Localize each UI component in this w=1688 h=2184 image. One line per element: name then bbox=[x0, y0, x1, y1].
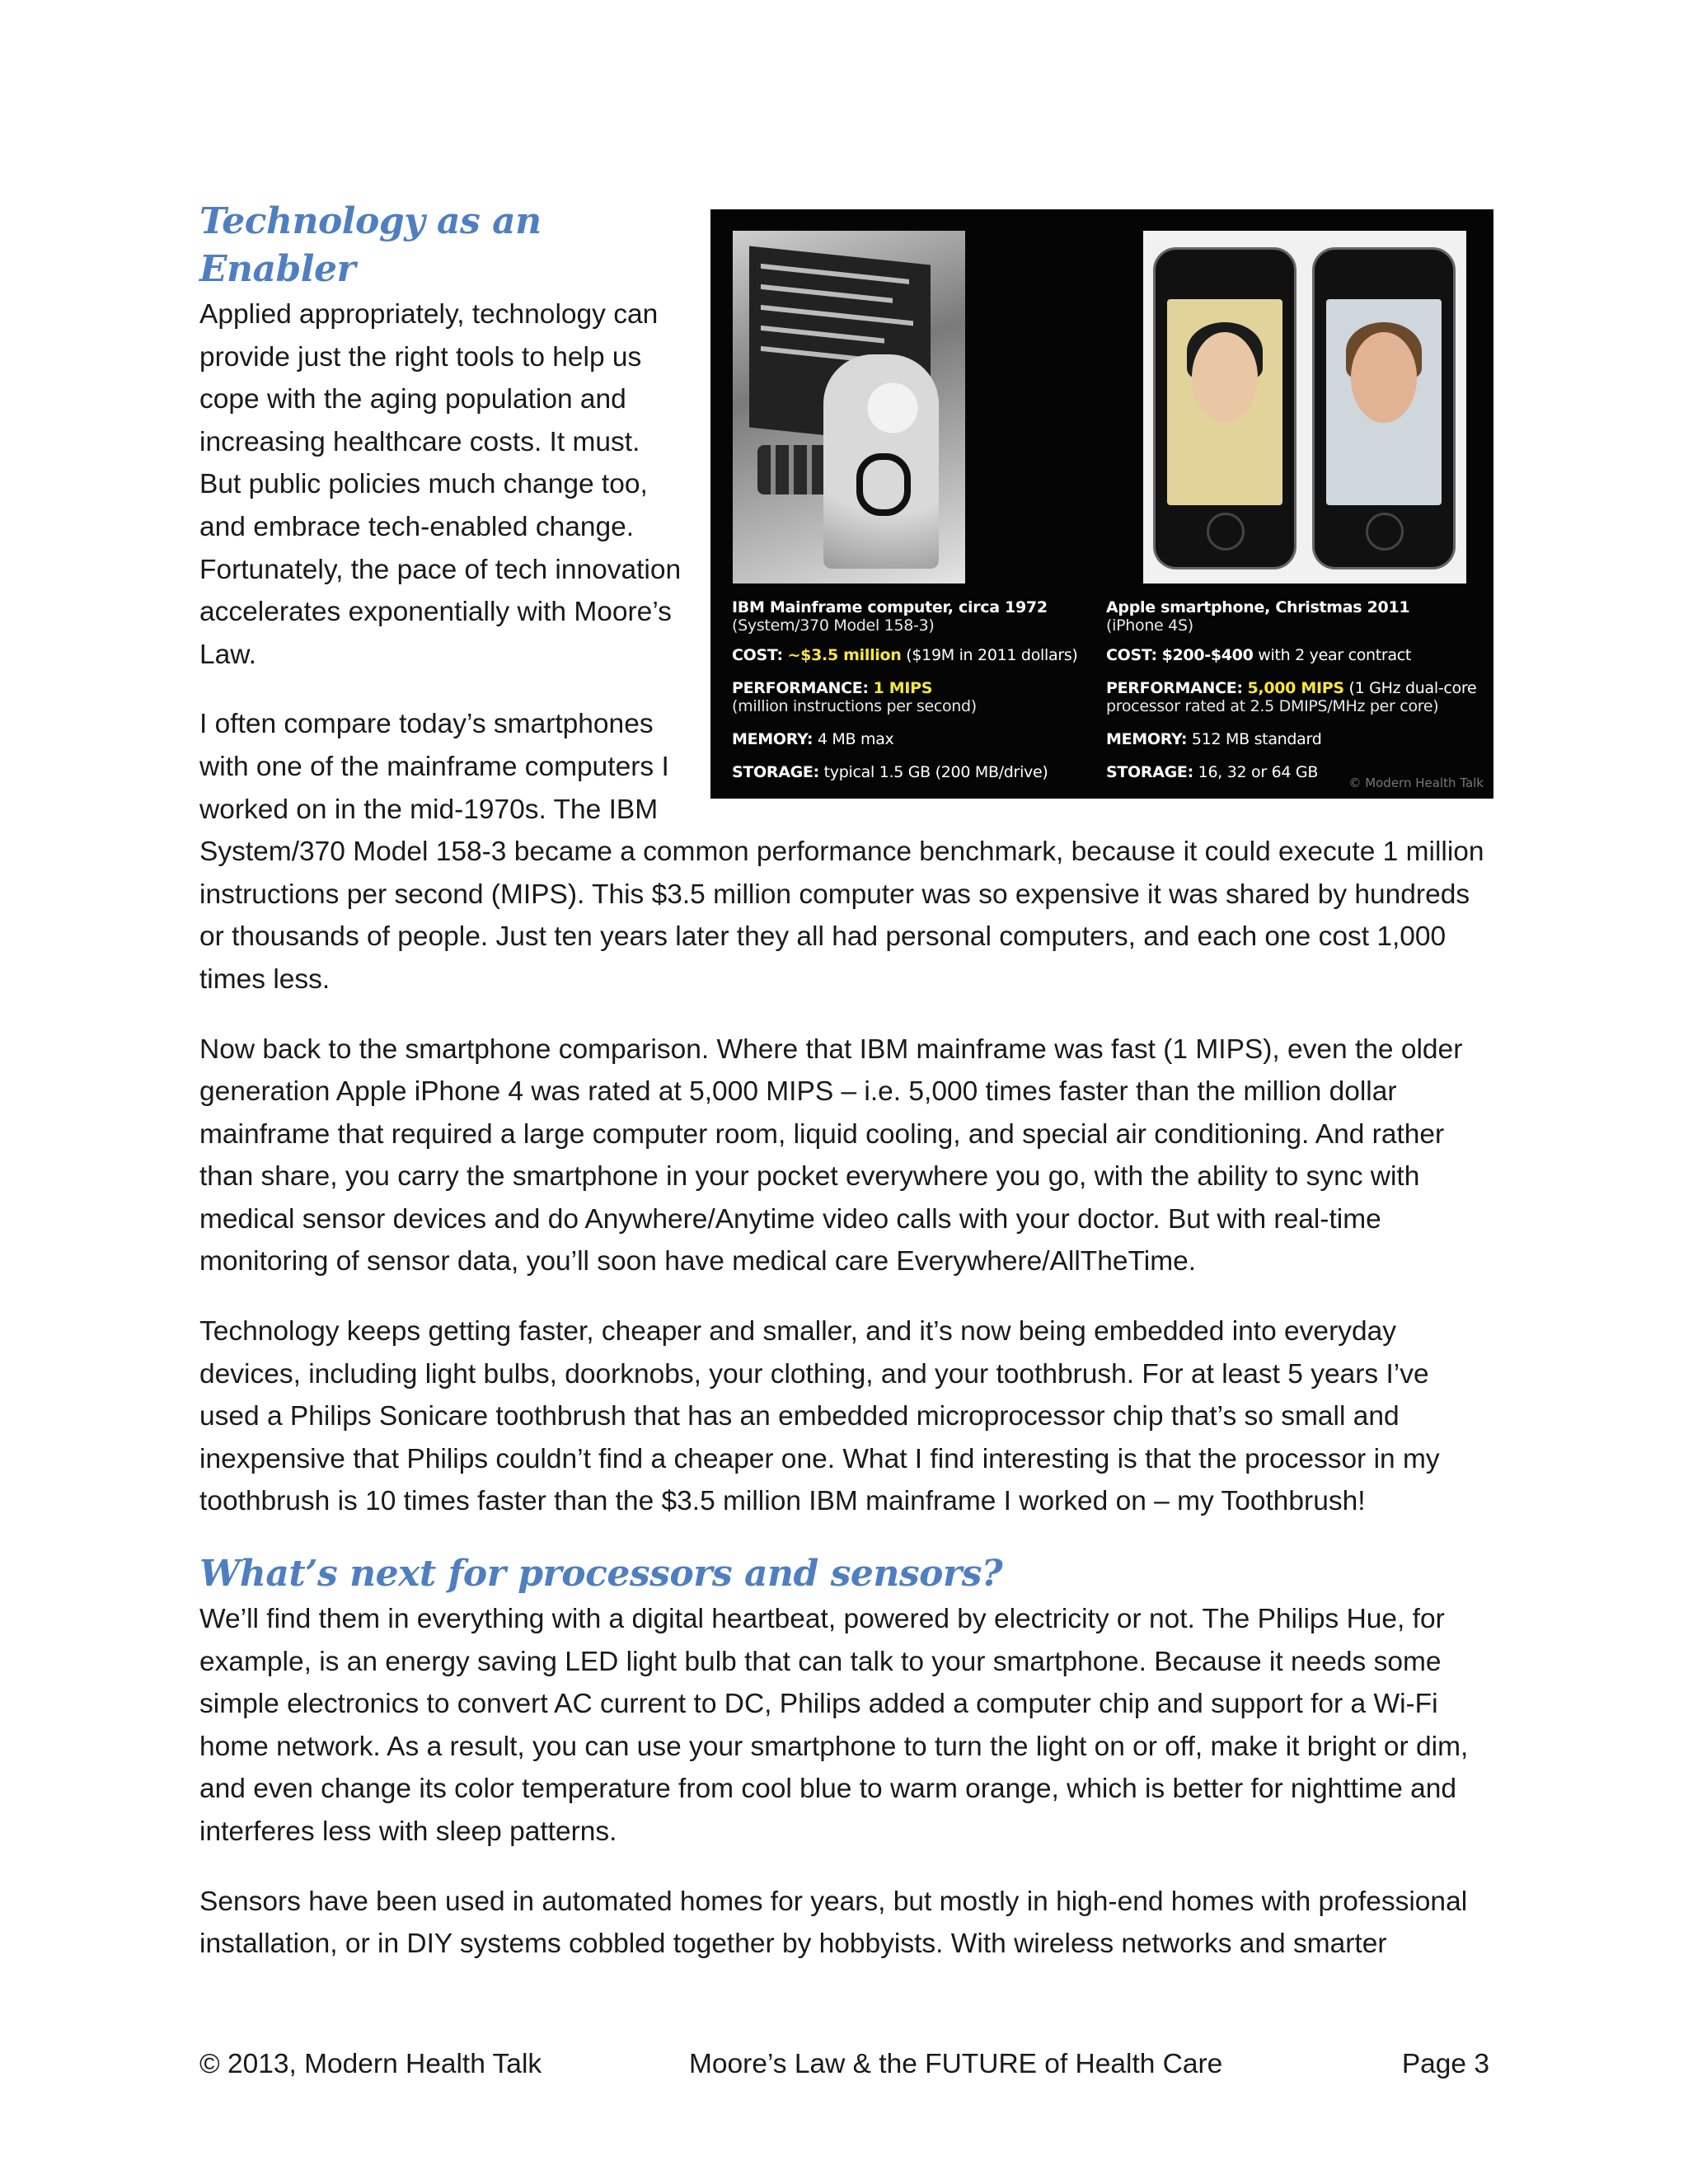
page-footer bbox=[199, 2049, 1489, 2082]
page-number: Page 3 bbox=[1401, 2049, 1489, 2079]
person-face bbox=[1351, 332, 1417, 423]
footer-copyright: © 2013, Modern Health Talk bbox=[199, 2049, 542, 2079]
comparison-figure bbox=[710, 209, 1493, 799]
paragraph: Technology keeps getting faster, cheaper and smaller, and it’s now being embedded into everyday devices, including light bulbs, doorknobs, your clothing, and your toothbrush. For at least 5 years I’ve used a Philips Sonicare toothbrush that has an embedded microprocessor chip that’s so small and inexpensive that Philips couldn’t find a cheaper one. What I find interesting is that the processor in my toothbrush is 10 times faster than the $3.5 million IBM mainframe I worked on – my Toothbrush! bbox=[199, 1316, 1440, 1517]
panel-light-row bbox=[761, 326, 884, 344]
mainframe-memory: MEMORY: 4 MB max bbox=[732, 730, 894, 748]
smartphone-cost: COST: $200-$400 with 2 year contract bbox=[1106, 646, 1412, 664]
section-heading: Technology as an Enabler bbox=[199, 200, 542, 290]
paragraph: Now back to the smartphone comparison. Where that IBM mainframe was fast (1 MIPS), even the older generation Apple iPhone 4 was rated at 5,000 MIPS – i.e. 5,000 times faster than the million dollar mainframe that required a large computer room, liquid cooling, and special air conditioning. And rather than share, you carry the smartphone in your pocket everywhere you go, with the ability to sync with medical sensor devices and do Anywhere/Anytime video calls with your doctor. But with real-time monitoring of sensor data, you’ll soon have medical care Everywhere/AllTheTime. bbox=[199, 1033, 1463, 1277]
panel-light-row bbox=[761, 284, 893, 303]
figure-watermark: © Modern Health Talk bbox=[1348, 776, 1484, 790]
mainframe-photo bbox=[733, 231, 965, 583]
panel-light-row bbox=[761, 305, 913, 326]
telephone-icon bbox=[856, 453, 911, 516]
smartphone-performance: PERFORMANCE: 5,000 MIPS (1 GHz dual-core processor rated at 2.5 DMIPS/MHz per core) bbox=[1106, 679, 1477, 715]
phone-screen bbox=[1167, 299, 1282, 505]
mainframe-storage: STORAGE: typical 1.5 GB (200 MB/drive) bbox=[732, 763, 1048, 781]
smartphones-photo bbox=[1143, 231, 1466, 583]
paragraph: Applied appropriately, technology can provide just the right tools to help us cope with the aging population and increasing healthcare costs. It must. But public policies much change too, and embrace tech-enabled change. Fortunately, the pace of tech innovation accelerates exponentially with Moore’s Law. bbox=[199, 299, 682, 670]
smartphone-caption-title: Apple smartphone, Christmas 2011 (iPhone 4S) bbox=[1106, 598, 1410, 635]
phone-screen bbox=[1326, 299, 1442, 505]
smartphone-storage: STORAGE: 16, 32 or 64 GB bbox=[1106, 763, 1319, 781]
mainframe-caption-title: IBM Mainframe computer, circa 1972 (System/370 Model 158-3) bbox=[732, 598, 1048, 635]
paragraph: I often compare today’s smartphones with one of the mainframe computers I worked on in the mid-1970s. The IBM System/370 Model 158-3 became a common performance benchmark, because it could execute 1 million instructions per second (MIPS). This $3.5 million computer was so expensive it was shared by hundreds or thousands of people. Just ten years later they all had personal computers, and each one cost 1,000 times less. bbox=[199, 709, 1484, 995]
section-heading: What’s next for processors and sensors? bbox=[199, 1553, 1003, 1596]
paragraph: Sensors have been used in automated homes for years, but mostly in high-end homes with professional installation, or in DIY systems cobbled together by hobbyists. With wireless networks and smarter bbox=[199, 1886, 1468, 1960]
mainframe-cost: COST: ~$3.5 million ($19M in 2011 dollars) bbox=[732, 646, 1078, 664]
mainframe-performance: PERFORMANCE: 1 MIPS (million instructions per second) bbox=[732, 679, 977, 715]
home-button-icon bbox=[1207, 513, 1245, 551]
smartphone-memory: MEMORY: 512 MB standard bbox=[1106, 730, 1322, 748]
paragraph: We’ll find them in everything with a digital heartbeat, powered by electricity or not. The Philips Hue, for example, is an energy saving LED light bulb that can talk to your smartphone. Because it needs some simple electronics to convert AC current to DC, Philips added a computer chip and support for a Wi-Fi home network. As a result, you can use your smartphone to turn the light on or off, make it bright or dim, and even change its color temperature from cool blue to warm orange, which is better for nighttime and interferes less with sleep patterns. bbox=[199, 1604, 1469, 1847]
person-face bbox=[1192, 332, 1258, 423]
smartphone-left bbox=[1153, 247, 1296, 569]
document-body bbox=[199, 198, 1487, 1993]
home-button-icon bbox=[1366, 513, 1404, 551]
panel-light-row bbox=[761, 264, 909, 284]
footer-title: Moore’s Law & the FUTURE of Health Care bbox=[689, 2049, 1223, 2079]
smartphone-right bbox=[1312, 247, 1456, 569]
